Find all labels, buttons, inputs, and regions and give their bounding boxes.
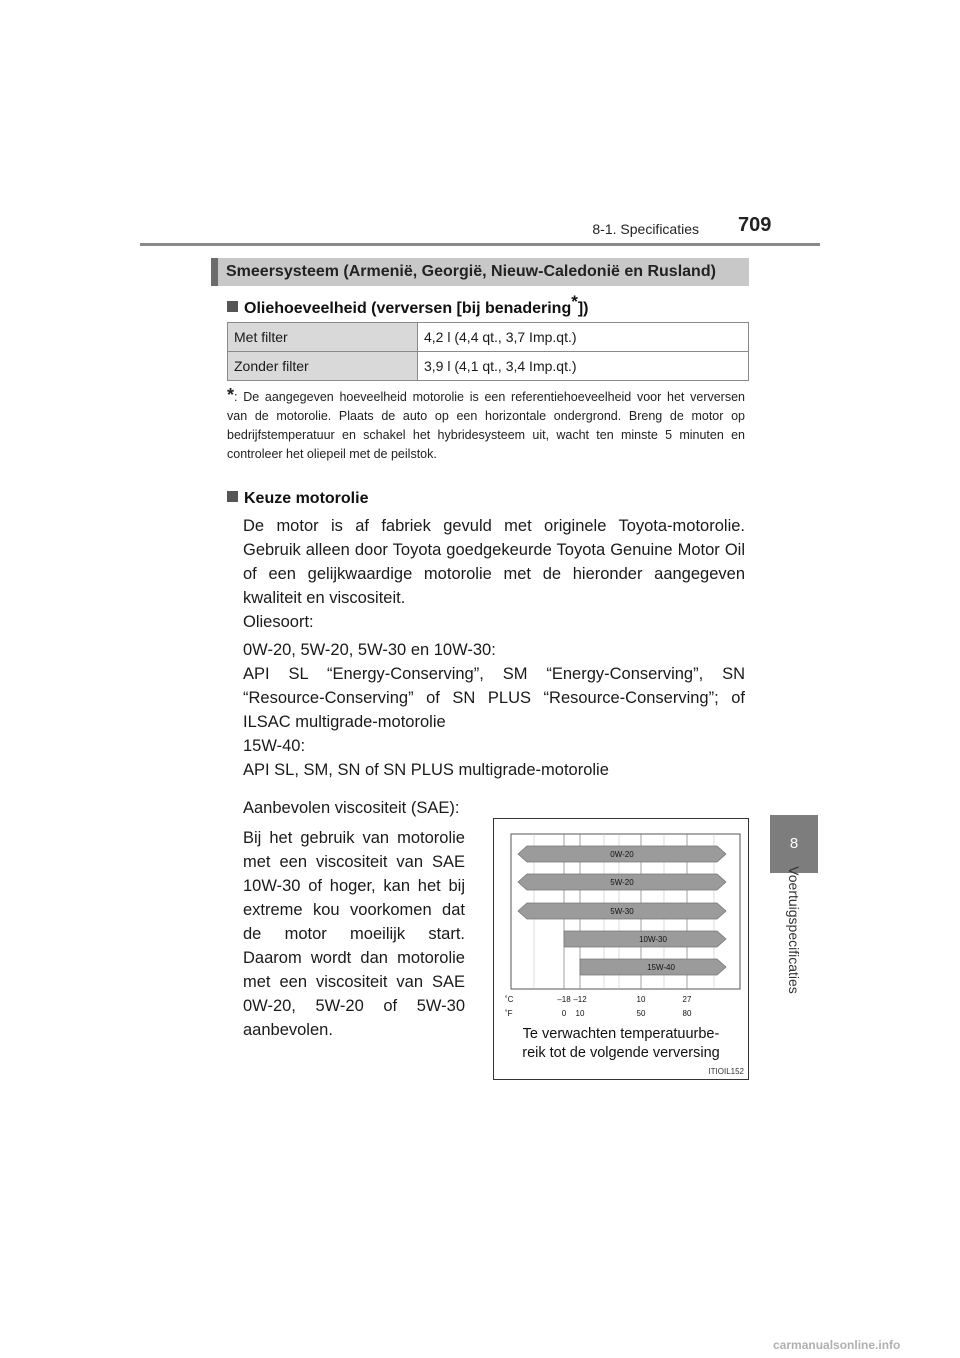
celsius-unit-label: ˚C [505,995,514,1004]
viscosity-figure [493,818,749,1080]
square-bullet-icon [227,491,238,502]
footnote-text: : De aangegeven hoeveelheid motorolie is een referentiehoeveelheid voor het verversen van de motorolie. Plaats de auto op een horizontale ondergrond. Breng de motor op bedrijfstemperatuur en schakel het hybridesysteem uit, wacht ten minste 5 minuten en controleer het oliepeil met de peilstok. [227,390,745,461]
fahrenheit-tick-label: 10 [575,1009,585,1018]
fahrenheit-unit-label: ˚F [505,1009,513,1018]
oil-spec-2: API SL, SM, SN of SN PLUS multigrade-motorolie [243,761,609,779]
oil-quantity-table [227,322,749,381]
celsius-tick-label: –12 [573,995,587,1004]
oil-quantity-heading-end: ]) [577,300,589,317]
page-number: 709 [738,214,772,236]
oil-grades-2: 15W-40: [243,737,306,755]
band-label: 15W-40 [647,963,675,972]
oil-spec-1: API SL “Energy-Conserving”, SM “Energy-Conserving”, SN “Resource-Conserving” of SN PLUS “Resource-Conserving”; of ILSAC multigrade-motorolie [243,665,745,731]
oil-type-label: Oliesoort: [243,613,314,631]
table-value-cell: 4,2 l (4,4 qt., 3,7 Imp.qt.) [418,323,749,352]
section-title-bar [211,258,749,286]
asterisk-mark: * [571,292,578,311]
figure-code: ITIOIL152 [708,1067,744,1076]
chapter-side-label-text: Voertuigspecificaties [786,866,802,994]
footnote-mark: * [227,385,235,405]
footnote [227,386,745,464]
oil-choice-intro: De motor is af fabriek gevuld met originele Toyota-motorolie. Gebruik alleen door Toyota goedgekeurde Toyota Genuine Motor Oil of een gelijkwaardige motorolie met de hieronder aangegeven kwaliteit en viscositeit. [243,517,745,607]
oil-grades-1: 0W-20, 5W-20, 5W-30 en 10W-30: [243,641,496,659]
figure-caption-line: reik tot de volgende verversing [522,1045,720,1061]
table-row [228,352,749,381]
table-label-cell: Zonder filter [228,352,418,381]
watermark: carmanualsonline.info [773,1338,901,1352]
square-bullet-icon [227,301,238,312]
viscosity-note: Bij het gebruik van motorolie met een viscositeit van SAE 10W-30 of hoger, kan het bij extreme kou voorkomen dat de motor moeilijk start. Daarom wordt dan motorolie met een viscositeit van SAE 0W-20, 5W-20 of 5W-30 aanbevolen. [243,829,465,1039]
table-row [228,323,749,352]
band-label: 0W-20 [610,850,634,859]
band-label: 5W-20 [610,878,634,887]
fahrenheit-tick-label: 50 [636,1009,646,1018]
viscosity-label: Aanbevolen viscositeit (SAE): [243,799,460,817]
celsius-tick-label: 10 [636,995,646,1004]
header-divider [140,243,820,246]
oil-choice-heading [227,490,368,508]
oil-quantity-heading [227,292,589,318]
fahrenheit-tick-label: 0 [561,1009,567,1018]
figure-caption [494,1025,748,1063]
chapter-tab: 8 [770,815,818,873]
celsius-tick-label: –18 [557,995,571,1004]
band-label: 5W-30 [610,907,634,916]
table-value-cell: 3,9 l (4,1 qt., 3,4 Imp.qt.) [418,352,749,381]
band-label: 10W-30 [639,935,667,944]
header-section-title: 8-1. Specificaties [592,221,699,237]
section-title: Smeersysteem (Armenië, Georgië, Nieuw-Caledonië en Rusland) [226,263,716,280]
figure-caption-line: Te verwachten temperatuurbe- [522,1026,720,1042]
fahrenheit-tick-label: 80 [682,1009,692,1018]
table-label-cell: Met filter [228,323,418,352]
oil-quantity-heading-text: Oliehoeveelheid (verversen [bij benadering [244,300,572,317]
oil-choice-heading-text: Keuze motorolie [244,490,369,507]
celsius-tick-label: 27 [682,995,692,1004]
